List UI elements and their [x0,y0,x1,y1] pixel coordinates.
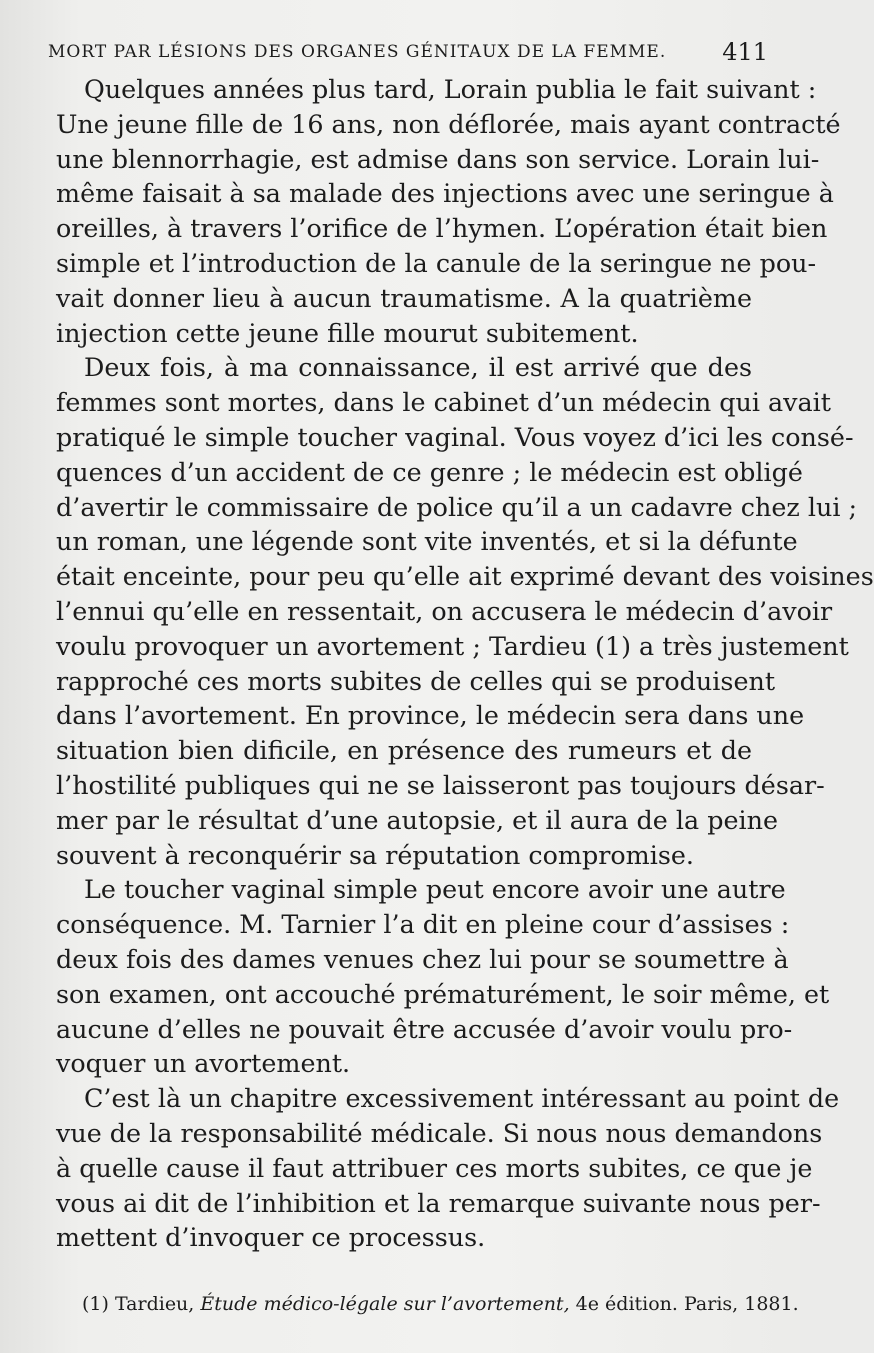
page-number: 411 [722,38,768,66]
text-line: femmes sont mortes, dans le cabinet d’un médecin qui avait [56,387,831,418]
text-line: quences d’un accident de ce genre ; le médecin est obligé [56,456,803,487]
text-line: vue de la responsabilité médicale. Si nous nous demandons [56,1117,823,1148]
text-line: deux fois des dames venues chez lui pour se soumettre à [56,943,789,974]
text-line: vait donner lieu à aucun traumatisme. A la quatrième [56,282,752,313]
text-line: vous ai dit de l’inhibition et la remarque suivante nous per- [56,1187,821,1218]
text-line: d’avertir le commissaire de police qu’il a un cadavre chez lui ; [56,491,858,522]
text-line: Une jeune fille de 16 ans, non déflorée, mais ayant contracté [56,108,841,139]
page-header [48,34,768,74]
text-line: souvent à reconquérir sa réputation compromise. [56,839,694,870]
text-line: même faisait à sa malade des injections avec une seringue à [56,178,834,209]
text-line: Deux fois, à ma connaissance, il est arrivé que des [84,352,752,383]
text-line: situation bien dificile, en présence des rumeurs et de [56,735,752,766]
text-line: un roman, une légende sont vite inventés, et si la défunte [56,526,798,557]
body-text [56,72,874,1255]
text-line: l’ennui qu’elle en ressentait, on accusera le médecin d’avoir [56,595,833,626]
footnote-edition: 4e édition. Paris, 1881. [575,1293,799,1315]
text-line: aucune d’elles ne pouvait être accusée d’avoir voulu pro- [56,1013,793,1044]
text-line: conséquence. M. Tarnier l’a dit en pleine cour d’assises : [56,909,790,940]
text-line: à quelle cause il faut attribuer ces morts subites, ce que je [56,1152,813,1183]
text-line: était enceinte, pour peu qu’elle ait exprimé devant des voisines [56,561,874,592]
text-line: mer par le résultat d’une autopsie, et il aura de la peine [56,804,778,835]
footnote-author: Tardieu, [114,1293,195,1315]
text-line: simple et l’introduction de la canule de la seringue ne pou- [56,247,817,278]
text-line: mettent d’invoquer ce processus. [56,1222,486,1253]
text-line: son examen, ont accouché prématurément, le soir même, et [56,978,830,1009]
text-line: oreilles, à travers l’orifice de l’hymen. L’opération était bien [56,213,828,244]
text-line: Quelques années plus tard, Lorain publia le fait suivant : [84,74,817,104]
text-line: injection cette jeune fille mourut subitement. [56,317,639,348]
text-line: pratiqué le simple toucher vaginal. Vous voyez d’ici les consé- [56,421,854,452]
text-line: dans l’avortement. En province, le médecin sera dans une [56,700,805,731]
text-line: l’hostilité publiques qui ne se laisseront pas toujours désar- [56,769,825,800]
text-line: voulu provoquer un avortement ; Tardieu (1) a très justement [56,630,849,661]
footnote-marker: (1) [82,1293,109,1315]
text-line: Le toucher vaginal simple peut encore avoir une autre [84,874,786,905]
text-line: voquer un avortement. [56,1048,351,1079]
footnote-work-title: Étude médico-légale sur l’avortement, [200,1293,570,1315]
text-line: une blennorrhagie, est admise dans son service. Lorain lui- [56,143,820,174]
text-line: rapproché ces morts subites de celles qui se produisent [56,665,776,696]
running-title: MORT PAR LÉSIONS DES ORGANES GÉNITAUX DE LA FEMME. [48,42,667,62]
text-line: C’est là un chapitre excessivement intéressant au point de [84,1083,840,1114]
footnote [82,1292,799,1316]
